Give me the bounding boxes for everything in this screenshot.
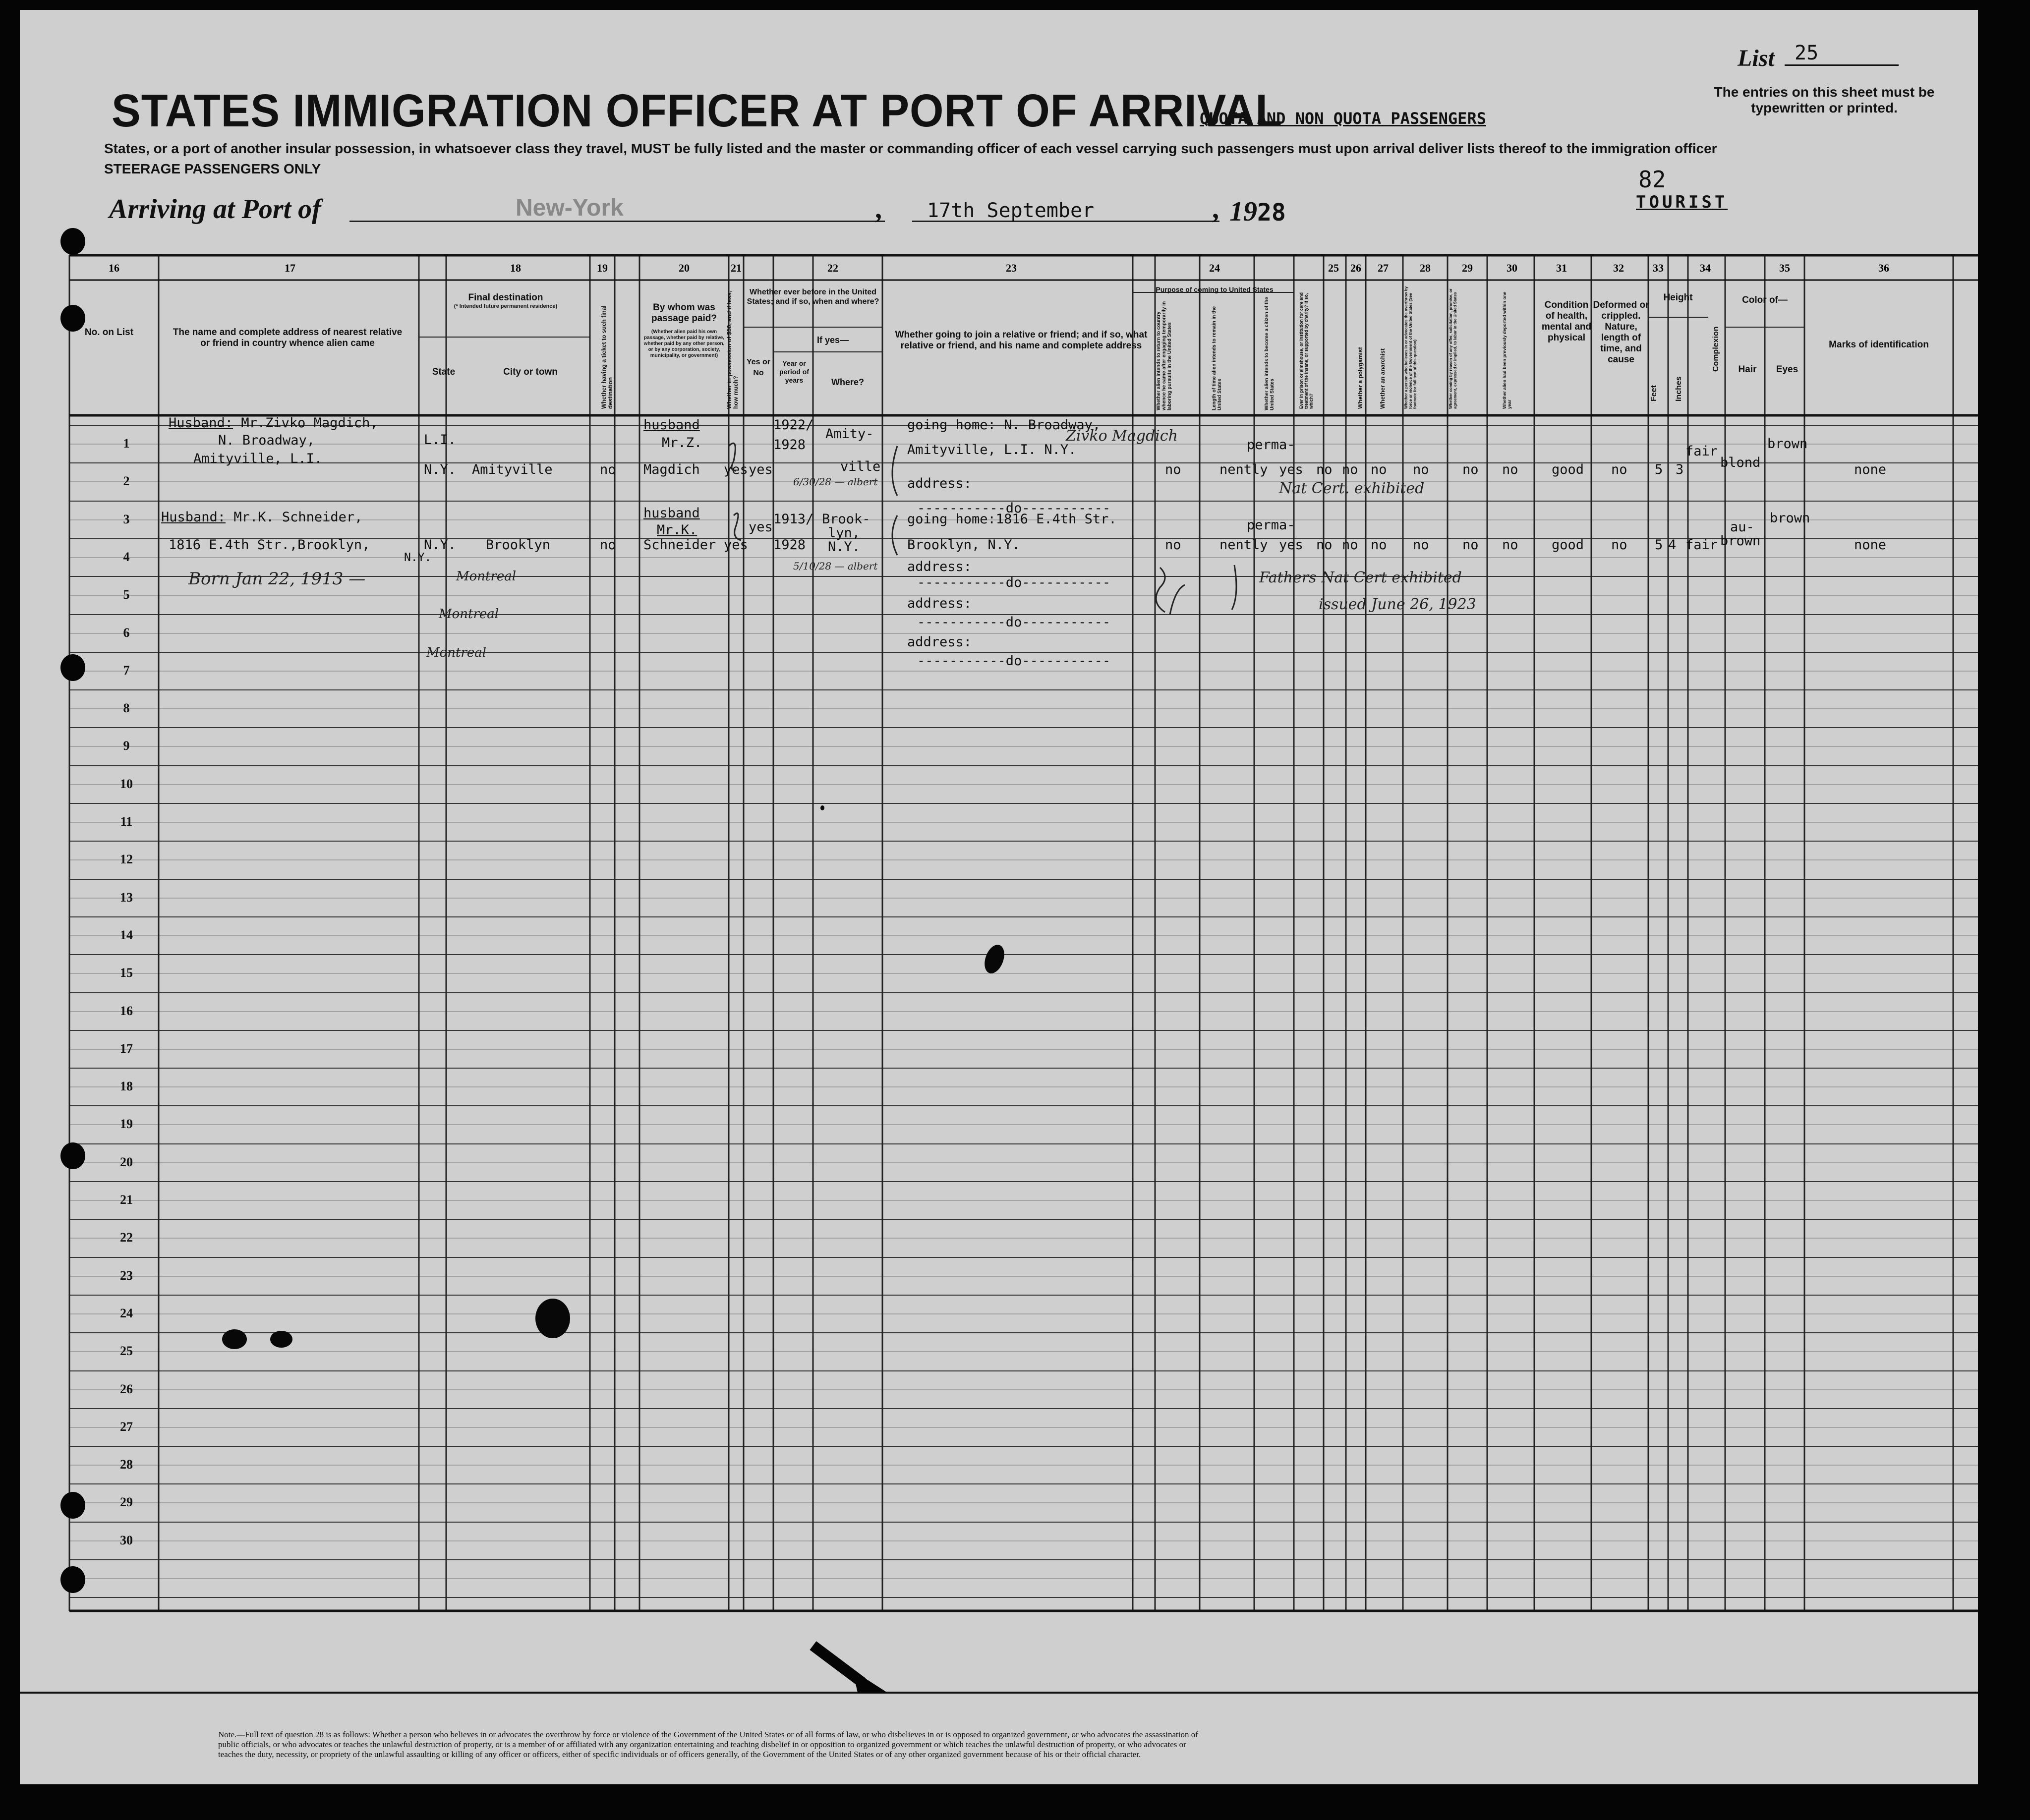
marks-3: none — [1854, 537, 1887, 553]
row-number: 17 — [120, 1041, 133, 1056]
city-1: Amityville — [472, 462, 553, 477]
paid-3a: Mr.K. — [657, 522, 697, 538]
col-where: Where? — [831, 377, 864, 387]
comma-mark: , — [875, 194, 882, 225]
row-number: 20 — [120, 1155, 133, 1169]
column-number: 36 — [1878, 262, 1889, 274]
q30-1: no — [1502, 462, 1518, 477]
col-passage: By whom was passage paid? (Whether alien paid his own passage, whether paid by relative, whether paid by any other person, or by any corporation, society, municipality, or government) — [643, 302, 725, 358]
steerage-label: STEERAGE PASSENGERS ONLY — [104, 161, 321, 176]
q27-3: no — [1371, 537, 1387, 553]
eyes-1: brown — [1767, 436, 1808, 452]
column-number: 21 — [731, 262, 742, 274]
q28-3: no — [1413, 537, 1429, 553]
q27-1: no — [1371, 462, 1387, 477]
relative-3: Husband: Mr.K. Schneider, — [161, 510, 363, 525]
row-number: 13 — [120, 890, 133, 905]
health-1: good — [1552, 462, 1584, 477]
binding-hole — [60, 654, 85, 681]
q28-1: no — [1413, 462, 1429, 477]
feet-1: 5 — [1655, 462, 1663, 477]
col-color-of: Color of— — [1742, 295, 1788, 305]
row-number: 26 — [120, 1382, 133, 1396]
column-number: 25 — [1328, 262, 1339, 274]
comma-mark: , — [1212, 194, 1219, 225]
col-feet: Feet — [1650, 385, 1658, 401]
q25-1: no — [1316, 462, 1333, 477]
ink-blot — [222, 1329, 247, 1349]
relative-3-state: N.Y. — [404, 551, 432, 564]
handwritten-montreal-5: Montreal — [439, 607, 499, 622]
money-3: yes — [724, 537, 748, 553]
col-nearest-relative: The name and complete address of nearest relative or friend in country whence alien came — [173, 327, 403, 348]
health-3: good — [1552, 537, 1584, 553]
marks-1: none — [1854, 462, 1887, 477]
join-3g: address: — [907, 634, 972, 650]
hair-1: blond — [1720, 455, 1761, 470]
where-3a: Brook- — [822, 512, 870, 527]
column-number: 18 — [510, 262, 521, 274]
column-number: 16 — [109, 262, 119, 274]
column-number: 27 — [1378, 262, 1389, 274]
col-health: Condition of health, mental and physical — [1541, 300, 1592, 343]
col-polygamist: Whether a polygamist — [1357, 347, 1364, 409]
column-number: 31 — [1556, 262, 1567, 274]
money-1: yes — [724, 462, 748, 477]
paid-3b: Schneider — [643, 537, 716, 553]
city-3: Brooklyn — [486, 537, 551, 553]
complexion-1: fair — [1685, 444, 1718, 459]
years-3b: 1928 — [773, 537, 806, 553]
ink-blot — [270, 1331, 292, 1348]
col-q28: Whether a person who believes in or advocates the overthrow by force or violence of the Government of the United States (See footnote for full text of this question) — [1404, 286, 1417, 409]
state-1: N.Y. — [424, 462, 457, 477]
row-number: 11 — [120, 814, 133, 829]
ink-dot — [820, 805, 824, 810]
col-final-destination: Final destination (* Intended future permanent residence) — [454, 292, 558, 309]
col-join: Whether going to join a relative or friend; and if so, what relative or friend, and his name and complete address — [895, 330, 1148, 351]
binding-hole — [60, 1492, 85, 1519]
row-number: 2 — [123, 474, 130, 488]
column-number: 24 — [1209, 262, 1220, 274]
column-number: 32 — [1613, 262, 1624, 274]
paid-1a: Mr.Z. — [662, 435, 702, 451]
row-number: 21 — [120, 1193, 133, 1207]
column-number: 34 — [1700, 262, 1711, 274]
row-number: 23 — [120, 1268, 133, 1283]
q26-1: no — [1342, 462, 1358, 477]
join-3f: -----------do----------- — [917, 615, 1111, 630]
port-value: New-York — [516, 195, 624, 221]
col-q30: Whether alien had been previously deported within one year — [1502, 291, 1512, 409]
join-3h: -----------do----------- — [917, 653, 1111, 669]
join-3a: going home:1816 E.4th Str. — [907, 512, 1117, 527]
deformed-3: no — [1611, 537, 1627, 553]
handwritten-montreal-4: Montreal — [456, 569, 517, 584]
row-number: 29 — [120, 1495, 133, 1509]
join-3b: Brooklyn, N.Y. — [907, 537, 1020, 553]
paid-label-3: husband — [643, 506, 700, 521]
col-eyes: Eyes — [1776, 364, 1798, 375]
entries-note: The entries on this sheet must be typewritten or printed. — [1714, 84, 1935, 115]
row-number: 28 — [120, 1457, 133, 1472]
binding-hole — [60, 1142, 85, 1169]
join-1a: going home: N. Broadway, — [907, 417, 1101, 433]
row-number: 22 — [120, 1230, 133, 1245]
col-state: State — [432, 367, 456, 377]
date-value: 17th September — [927, 199, 1095, 222]
ticket-1: no — [600, 462, 616, 477]
row-number: 8 — [123, 701, 130, 715]
col-no-on-list: No. on List — [84, 327, 134, 338]
column-number: 35 — [1779, 262, 1790, 274]
col-year-period: Year or period of years — [779, 359, 809, 384]
page-title: STATES IMMIGRATION OFFICER AT PORT OF ARRIVAL — [112, 85, 1283, 136]
list-label: List — [1738, 45, 1775, 71]
row-number: 16 — [120, 1004, 133, 1018]
arriving-label: Arriving at Port of — [109, 194, 321, 225]
q25-3: no — [1316, 537, 1333, 553]
complexion-3: fair — [1685, 537, 1718, 553]
column-number: 19 — [597, 262, 608, 274]
q24c-3: yes — [1279, 537, 1303, 553]
col-q29: Whether coming by reason of any offer, solicitation, promise, or agreement, expressed or implied, to labor in the United States — [1449, 288, 1457, 409]
row-number: 7 — [123, 663, 130, 678]
col-inches: Inches — [1675, 376, 1683, 401]
row-number: 30 — [120, 1533, 133, 1547]
row-number: 3 — [123, 512, 130, 526]
join-1b: Amityville, L.I. N.Y. — [907, 442, 1077, 457]
col-yes-no: Yes or No — [746, 358, 771, 377]
col-city: City or town — [503, 367, 558, 377]
q29-3: no — [1462, 537, 1479, 553]
deformed-1: no — [1611, 462, 1627, 477]
ticket-3: no — [600, 537, 616, 553]
row-number: 4 — [123, 550, 130, 564]
row-number: 27 — [120, 1420, 133, 1434]
form-grid — [20, 10, 1978, 1784]
handwritten-signature: Zivko Magdich — [1066, 427, 1178, 445]
join-3e: address: — [907, 596, 972, 611]
binding-hole — [60, 305, 85, 332]
handwritten-issued: issued June 26, 1923 — [1319, 596, 1476, 613]
paid-1b: Magdich — [643, 462, 700, 477]
column-number: 26 — [1350, 262, 1361, 274]
column-number: 30 — [1507, 262, 1517, 274]
state-3: N.Y. — [424, 537, 457, 553]
row-number: 18 — [120, 1079, 133, 1093]
q24a-1: no — [1165, 462, 1181, 477]
page-number: 82 — [1638, 166, 1666, 193]
handwritten-date-3: 5/10/28 — albert — [793, 560, 878, 572]
col-purpose-b: Length of time alien intends to remain in the United States — [1212, 306, 1222, 410]
state-1a: L.I. — [424, 432, 457, 448]
perm-1b: nently — [1219, 462, 1268, 477]
join-1d: -----------do----------- — [917, 501, 1111, 516]
years-3a: 1913/ — [773, 512, 814, 527]
column-number: 20 — [679, 262, 690, 274]
list-number: 25 — [1795, 42, 1819, 64]
quota-label: QUOTA AND NON QUOTA PASSENGERS — [1200, 109, 1486, 128]
handwritten-fathers: Fathers Nat Cert exhibited — [1259, 569, 1462, 586]
where-3b: lyn, — [828, 525, 861, 541]
class-label: TOURIST — [1636, 192, 1728, 212]
join-3c: address: — [907, 559, 972, 574]
q29-1: no — [1462, 462, 1479, 477]
column-number: 23 — [1006, 262, 1017, 274]
where-3c: N.Y. — [828, 539, 861, 555]
row-number: 12 — [120, 852, 133, 866]
before-3: yes — [749, 519, 773, 535]
hair-3b: brown — [1720, 533, 1761, 549]
row-number: 10 — [120, 777, 133, 791]
row-number: 15 — [120, 966, 133, 980]
column-number: 28 — [1420, 262, 1431, 274]
handwritten-montreal-6: Montreal — [426, 645, 487, 660]
inches-1: 3 — [1676, 462, 1684, 477]
relative-1-city: Amityville, L.I. — [193, 451, 323, 466]
year-printed: 1928 — [1229, 196, 1286, 227]
row-number: 1 — [123, 436, 130, 451]
q30-3: no — [1502, 537, 1518, 553]
row-number: 9 — [123, 739, 130, 753]
perm-1a: perma- — [1247, 437, 1295, 453]
paid-label-1: husband — [643, 417, 700, 433]
col-money: Whether in possession of $50, and if less, how much? — [726, 290, 739, 409]
perm-3b: nently — [1219, 537, 1268, 553]
join-1c: address: — [907, 476, 972, 491]
col-height: Height — [1663, 292, 1693, 303]
before-1: yes — [749, 462, 773, 477]
col-ticket: Whether having a ticket to such final destination — [600, 305, 614, 409]
handwritten-born: Born Jan 22, 1913 — — [188, 569, 366, 589]
years-1b: 1928 — [773, 437, 806, 453]
col-purpose-a: Whether alien intends to return to country whence he came after engaging temporarily in laboring pursuits in the United States — [1156, 301, 1172, 410]
relative-1: Husband: Mr.Zivko Magdich, — [169, 415, 378, 431]
row-number: 19 — [120, 1117, 133, 1131]
instructions-text: States, or a port of another insular possession, in whatsoever class they travel, MUST be fully listed and the master or commanding officer of each vessel carrying such passengers must upon arrival deliver lists thereof to the immigration officer — [104, 141, 1717, 156]
join-3d: -----------do----------- — [917, 575, 1111, 590]
col-anarchist: Whether an anarchist — [1379, 348, 1386, 409]
where-1a: Amity- — [825, 426, 874, 442]
manifest-sheet — [20, 10, 1978, 1784]
col-hair: Hair — [1738, 364, 1757, 375]
inches-3: 4 — [1668, 537, 1677, 553]
relative-3-address: 1816 E.4th Str.,Brooklyn, — [169, 537, 370, 553]
row-number: 6 — [123, 626, 130, 640]
binding-hole — [60, 1566, 85, 1593]
column-number: 17 — [285, 262, 295, 274]
col-prison: Ever in prison or almshouse, or institution for care and treatment of the insane, or supported by charity? If so, which? — [1299, 292, 1314, 409]
column-number: 29 — [1462, 262, 1473, 274]
perm-3a: perma- — [1247, 517, 1295, 533]
ink-blot — [535, 1299, 570, 1338]
col-purpose-c: Whether alien intends to become a citizen of the United States — [1264, 297, 1275, 410]
row-number: 5 — [123, 587, 130, 602]
col-marks: Marks of identification — [1829, 340, 1929, 350]
col-before: Whether ever before in the United States; and if so, when and where? — [747, 288, 879, 306]
col-purpose: Purpose of coming to United States — [1156, 285, 1274, 293]
relative-1-address: N. Broadway, — [218, 433, 315, 448]
q24c-1: yes — [1279, 462, 1303, 477]
binding-hole — [60, 228, 85, 255]
handwritten-date-1: 6/30/28 — albert — [793, 476, 878, 488]
col-deformed: Deformed or crippled. Nature, length of time, and cause — [1593, 300, 1649, 365]
row-number: 14 — [120, 928, 133, 942]
where-1b: ville — [840, 459, 881, 474]
column-number: 22 — [827, 262, 838, 274]
hair-3a: au- — [1730, 519, 1754, 535]
row-number: 24 — [120, 1306, 133, 1320]
column-number: 33 — [1653, 262, 1664, 274]
years-1a: 1922/ — [773, 417, 814, 433]
handwritten-nat-cert: Nat Cert. exhibited — [1279, 480, 1425, 497]
col-complexion: Complexion — [1712, 326, 1720, 372]
row-number: 25 — [120, 1344, 133, 1358]
q26-3: no — [1342, 537, 1358, 553]
footnote-q28: Note.—Full text of question 28 is as follows: Whether a person who believes in or advocates the overthrow by force or violence of the Government of the United States or of all forms of law, or who disbelieves in or is opposed to organized government, or who advocates the assassination of public officials, or who advocates or teaches the unlawful destruction of property, or is a member of or affiliated with any organization entertaining and teaching disbelief in or opposition to organized government or which teaches the unlawful destruction of property, or who advocates or teaches the duty, necessity, or propriety of the unlawful assaulting or killing of any officer or officers, either of specific individuals or of officers generally, of the Government of the United States or of any other organized government because of his or their official character. — [218, 1730, 1198, 1759]
col-if-yes: If yes— — [816, 335, 849, 345]
q24a-3: no — [1165, 537, 1181, 553]
feet-3: 5 — [1655, 537, 1663, 553]
column-numbers — [109, 262, 1889, 274]
eyes-3: brown — [1770, 511, 1810, 526]
